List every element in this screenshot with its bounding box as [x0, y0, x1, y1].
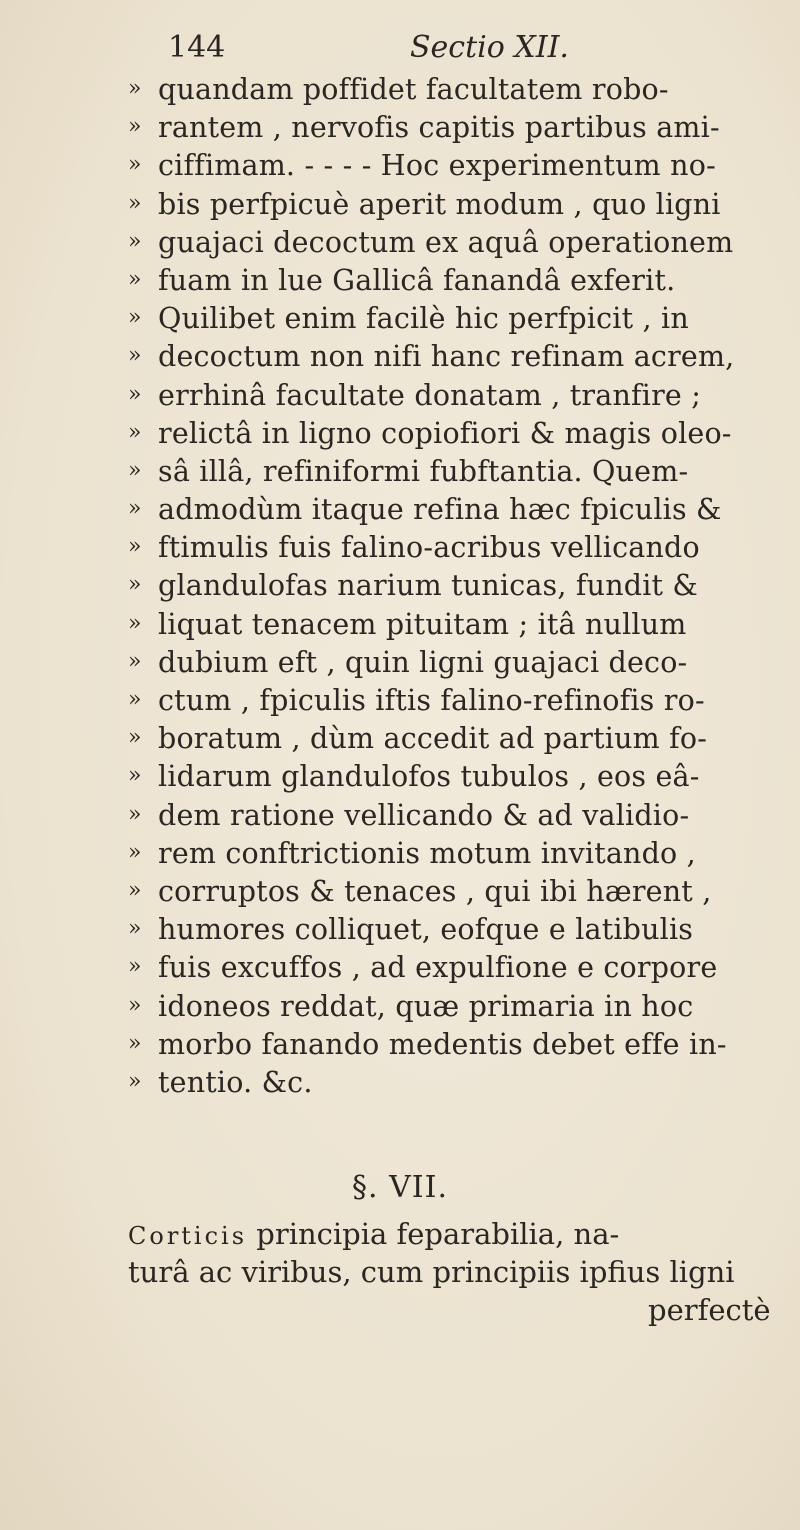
- paragraph-line: Corticis principia feparabilia, na-: [128, 1217, 620, 1251]
- quote-mark: »: [128, 725, 142, 751]
- text-line: » errhinâ facultate donatam , tranfire ;: [128, 376, 788, 414]
- text-line: » corruptos & tenaces , qui ibi hærent ,: [128, 872, 788, 910]
- text-line: » fuis excuffos , ad expulfione e corpore: [128, 948, 788, 986]
- text-line: » decoctum non nifi hanc refinam acrem,: [128, 337, 788, 375]
- text-line: » ftimulis fuis falino-acribus vellicando: [128, 528, 788, 566]
- text-line: » dubium eft , quin ligni guajaci deco-: [128, 643, 788, 681]
- text-line: » morbo fanando medentis debet effe in-: [128, 1025, 788, 1063]
- quote-mark: »: [128, 457, 142, 483]
- quote-mark: »: [128, 801, 142, 827]
- text-line: » sâ illâ, refiniformi fubftantia. Quem-: [128, 452, 788, 490]
- quote-mark: »: [128, 954, 142, 980]
- text-line: » boratum , dùm accedit ad partium fo-: [128, 719, 788, 757]
- quote-mark: »: [128, 610, 142, 636]
- quote-mark: »: [128, 114, 142, 140]
- quote-mark: »: [128, 381, 142, 407]
- quote-mark: »: [128, 76, 142, 101]
- quote-mark: »: [128, 228, 142, 254]
- quoted-text-block: [128, 70, 788, 1101]
- paragraph: [128, 1215, 800, 1291]
- section-heading: §. VII.: [352, 1170, 448, 1205]
- text-line: » admodùm itaque refina hæc fpiculis &: [128, 490, 788, 528]
- quote-mark: »: [128, 1068, 142, 1094]
- text-line: » Quilibet enim facilè hic perfpicit , in: [128, 299, 788, 337]
- text-line: » ciffimam. - - - - Hoc experimentum no-: [128, 146, 788, 184]
- text-line: » glandulofas narium tunicas, fundit &: [128, 566, 788, 604]
- text-line: » guajaci decoctum ex aquâ operationem: [128, 223, 788, 261]
- text-line: » humores colliquet, eofque e latibulis: [128, 910, 788, 948]
- page-header: [168, 30, 740, 70]
- text-line: » quandam poffidet facultatem robo-: [128, 70, 788, 108]
- first-word-smallcaps: Corticis: [128, 1222, 248, 1250]
- quote-mark: »: [128, 343, 142, 369]
- quote-mark: »: [128, 1030, 142, 1056]
- page-number: 144: [168, 30, 226, 65]
- paragraph-line: turâ ac viribus, cum principiis ipfius ligni: [128, 1255, 735, 1289]
- quote-mark: »: [128, 877, 142, 903]
- text-line: » lidarum glandulofos tubulos , eos eâ-: [128, 757, 788, 795]
- quote-mark: »: [128, 992, 142, 1018]
- quote-mark: »: [128, 534, 142, 560]
- catchword: perfectè: [648, 1293, 771, 1327]
- quote-mark: »: [128, 916, 142, 942]
- quote-mark: »: [128, 152, 142, 178]
- quote-mark: »: [128, 305, 142, 331]
- quote-mark: »: [128, 572, 142, 598]
- quote-mark: »: [128, 763, 142, 789]
- text-line: » tentio. &c.: [128, 1063, 788, 1101]
- text-line: » dem ratione vellicando & ad validio-: [128, 796, 788, 834]
- text-line: » bis perfpicuè aperit modum , quo ligni: [128, 185, 788, 223]
- running-head: Sectio XII.: [410, 30, 569, 65]
- text-line: » rantem , nervofis capitis partibus ami-: [128, 108, 788, 146]
- quote-mark: »: [128, 839, 142, 865]
- text-line: » rem conftrictionis motum invitando ,: [128, 834, 788, 872]
- text-line: » liquat tenacem pituitam ; itâ nullum: [128, 605, 788, 643]
- text-line: » idoneos reddat, quæ primaria in hoc: [128, 987, 788, 1025]
- quote-mark: »: [128, 190, 142, 216]
- quote-mark: »: [128, 687, 142, 712]
- text-line: » ctum , fpiculis iftis falino-refinofis ro-: [128, 681, 788, 719]
- quote-mark: »: [128, 496, 142, 522]
- quote-mark: »: [128, 648, 142, 674]
- text-line: » fuam in lue Gallicâ fanandâ exferit.: [128, 261, 788, 299]
- text-line: » relictâ in ligno copiofiori & magis oleo-: [128, 414, 788, 452]
- quote-mark: »: [128, 419, 142, 445]
- quote-mark: »: [128, 266, 142, 292]
